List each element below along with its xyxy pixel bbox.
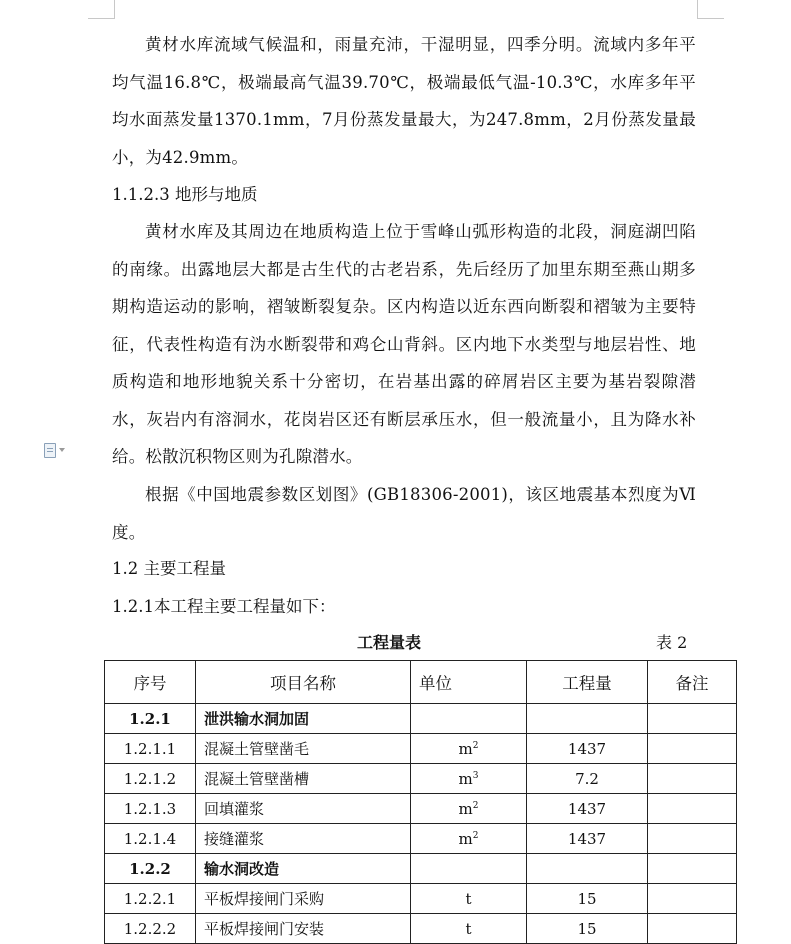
row-unit xyxy=(411,914,527,944)
main-works-heading: 1.2 主要工程量 xyxy=(112,559,226,578)
row-note xyxy=(648,794,737,824)
row-number: 1.2.2.1 xyxy=(105,884,196,914)
row-item-name: 混凝土管壁凿毛 xyxy=(196,734,411,764)
chevron-down-icon xyxy=(59,448,65,452)
table-title: 工程量表 xyxy=(357,633,422,652)
row-unit xyxy=(411,794,527,824)
row-unit xyxy=(411,734,527,764)
works-intro-line: 1.2.1本工程主要工程量如下： xyxy=(112,597,336,616)
table-row xyxy=(105,914,737,944)
table-row xyxy=(105,764,737,794)
table-row xyxy=(105,824,737,854)
table-row xyxy=(105,794,737,824)
unit-exponent: 2 xyxy=(472,830,479,841)
header-quantity: 工程量 xyxy=(527,661,648,704)
row-number: 1.2.1.4 xyxy=(105,824,196,854)
table-row xyxy=(105,854,737,884)
document-icon xyxy=(44,443,56,458)
row-quantity: 15 xyxy=(527,914,648,944)
row-number: 1.2.1.1 xyxy=(105,734,196,764)
row-item-name: 平板焊接闸门采购 xyxy=(196,884,411,914)
row-note xyxy=(648,734,737,764)
row-unit xyxy=(411,884,527,914)
unit-exponent: 3 xyxy=(472,770,479,781)
row-number: 1.2.1.3 xyxy=(105,794,196,824)
row-quantity: 1437 xyxy=(527,794,648,824)
row-item-name: 平板焊接闸门安装 xyxy=(196,914,411,944)
row-unit xyxy=(411,764,527,794)
unit-symbol: m xyxy=(458,769,473,788)
row-note xyxy=(648,914,737,944)
row-item-name: 输水洞改造 xyxy=(196,854,411,884)
header-name: 项目名称 xyxy=(196,661,411,704)
table-header-row xyxy=(105,661,737,704)
row-note xyxy=(648,764,737,794)
row-item-name: 混凝土管壁凿槽 xyxy=(196,764,411,794)
row-note xyxy=(648,704,737,734)
unit-exponent: 2 xyxy=(472,740,479,751)
row-note xyxy=(648,884,737,914)
crop-mark-top-left xyxy=(88,0,115,19)
row-quantity xyxy=(527,704,648,734)
row-quantity: 15 xyxy=(527,884,648,914)
row-quantity xyxy=(527,854,648,884)
row-unit xyxy=(411,824,527,854)
row-quantity: 1437 xyxy=(527,824,648,854)
row-quantity: 7.2 xyxy=(527,764,648,794)
crop-mark-top-right xyxy=(697,0,724,19)
row-number: 1.2.2 xyxy=(105,854,196,884)
table-number: 表 2 xyxy=(656,633,688,652)
row-unit xyxy=(411,854,527,884)
row-note xyxy=(648,824,737,854)
row-item-name: 回填灌浆 xyxy=(196,794,411,824)
row-unit xyxy=(411,704,527,734)
row-number: 1.2.2.2 xyxy=(105,914,196,944)
unit-exponent: 2 xyxy=(472,800,479,811)
row-quantity: 1437 xyxy=(527,734,648,764)
unit-symbol: m xyxy=(458,799,473,818)
row-number: 1.2.1.2 xyxy=(105,764,196,794)
seismic-paragraph: 根据《中国地震参数区划图》(GB18306-2001)，该区地震基本烈度为Ⅵ度。 xyxy=(112,485,696,542)
geology-paragraph: 黄材水库及其周边在地质构造上位于雪峰山弧形构造的北段，洞庭湖凹陷的南缘。出露地层大都是古生代的古老岩系，先后经历了加里东期至燕山期多期构造运动的影响，褶皱断裂复杂。区内构造以近东西向断裂和褶皱为主要特征，代表性构造有沩水断裂带和鸡仑山背斜。区内地下水类型与地层岩性、地质构造和地形地貌关系十分密切，在岩基出露的碎屑岩区主要为基岩裂隙潜水，灰岩内有溶洞水，花岗岩区还有断层承压水，但一般流量小，且为降水补给。松散沉积物区则为孔隙潜水。 xyxy=(112,222,696,466)
table-row xyxy=(105,884,737,914)
table-row xyxy=(105,704,737,734)
header-note: 备注 xyxy=(648,661,737,704)
header-no: 序号 xyxy=(105,661,196,704)
header-unit: 单位 xyxy=(411,661,527,704)
unit-symbol: t xyxy=(465,889,472,908)
paragraph-options-button[interactable] xyxy=(44,441,74,459)
row-item-name: 接缝灌浆 xyxy=(196,824,411,854)
row-note xyxy=(648,854,737,884)
climate-paragraph: 黄材水库流域气候温和，雨量充沛，干湿明显，四季分明。流域内多年平均气温16.8℃，极端最高气温39.70℃，极端最低气温-10.3℃，水库多年平均水面蒸发量1370.1mm，7月份蒸发量最大，为247.8mm，2月份蒸发量最小，为42.9mm。 xyxy=(112,35,696,167)
row-number: 1.2.1 xyxy=(105,704,196,734)
terrain-geology-heading: 1.1.2.3 地形与地质 xyxy=(112,185,258,204)
unit-symbol: m xyxy=(458,739,473,758)
row-item-name: 泄洪输水洞加固 xyxy=(196,704,411,734)
table-row xyxy=(105,734,737,764)
unit-symbol: t xyxy=(465,919,472,938)
unit-symbol: m xyxy=(458,829,473,848)
quantity-table xyxy=(104,660,737,944)
